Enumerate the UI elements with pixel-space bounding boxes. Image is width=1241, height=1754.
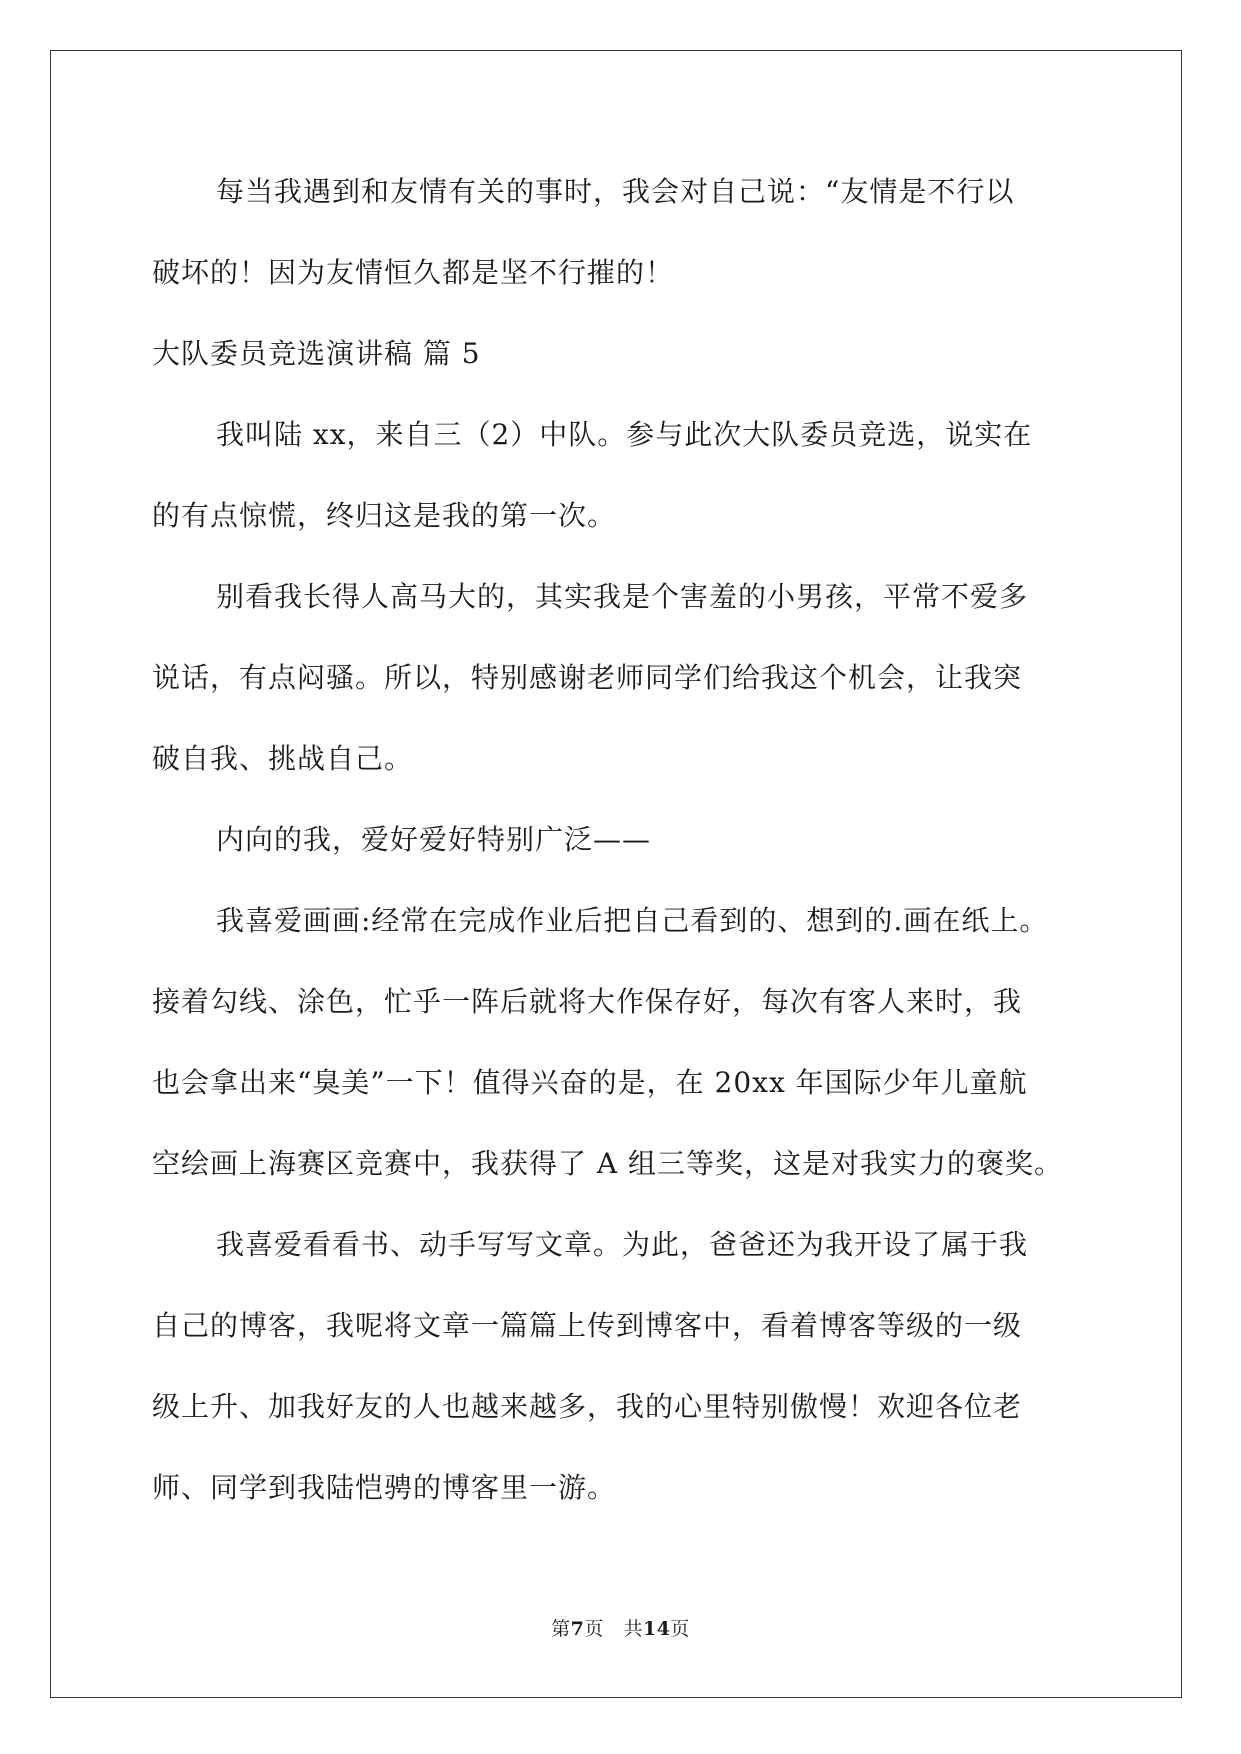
footer-prefix: 第 [551,1618,571,1640]
text-line: 别看我长得人高马大的，其实我是个害羞的小男孩，平常不爱多 [216,580,1029,613]
page-footer [0,1614,1241,1641]
total-page-number: 14 [642,1618,671,1640]
footer-total-unit: 页 [670,1618,690,1640]
document-body [152,160,1092,1537]
footer-total-prefix: 共 [623,1618,643,1640]
text-line: 破自我、挑战自己。 [152,742,414,775]
text-line: 级上升、加我好友的人也越来越多，我的心里特别傲慢！欢迎各位老 [152,1390,1023,1423]
text-line: 内向的我，爱好爱好特别广泛—— [216,823,652,856]
text-line: 的有点惊慌，终归这是我的第一次。 [152,499,617,532]
current-page-number: 7 [570,1618,585,1640]
text-line: 空绘画上海赛区竞赛中，我获得了 A 组三等奖，这是对我实力的褒奖。 [152,1147,1064,1180]
text-line: 也会拿出来“臭美”一下！值得兴奋的是，在 20xx 年国际少年儿童航 [152,1066,1028,1099]
text-line: 我喜爱看看书、动手写写文章。为此，爸爸还为我开设了属于我 [216,1228,1029,1261]
text-line: 接着勾线、涂色，忙乎一阵后就将大作保存好，每次有客人来时，我 [152,985,1023,1018]
text-line: 破坏的！因为友情恒久都是坚不行摧的！ [152,256,675,289]
text-line: 我叫陆 xx，来自三（2）中队。参与此次大队委员竞选，说实在 [216,418,1033,451]
section-heading: 大队委员竞选演讲稿 篇 5 [152,337,481,370]
text-line: 我喜爱画画:经常在完成作业后把自己看到的、想到的.画在纸上。 [216,904,1049,937]
text-line: 每当我遇到和友情有关的事时，我会对自己说：“友情是不行以 [216,175,1015,208]
text-line: 说话，有点闷骚。所以，特别感谢老师同学们给我这个机会，让我突 [152,661,1023,694]
text-line: 自己的博客，我呢将文章一篇篇上传到博客中，看着博客等级的一级 [152,1309,1023,1342]
footer-page-unit: 页 [584,1618,604,1640]
text-line: 师、同学到我陆恺骋的博客里一游。 [152,1471,617,1504]
